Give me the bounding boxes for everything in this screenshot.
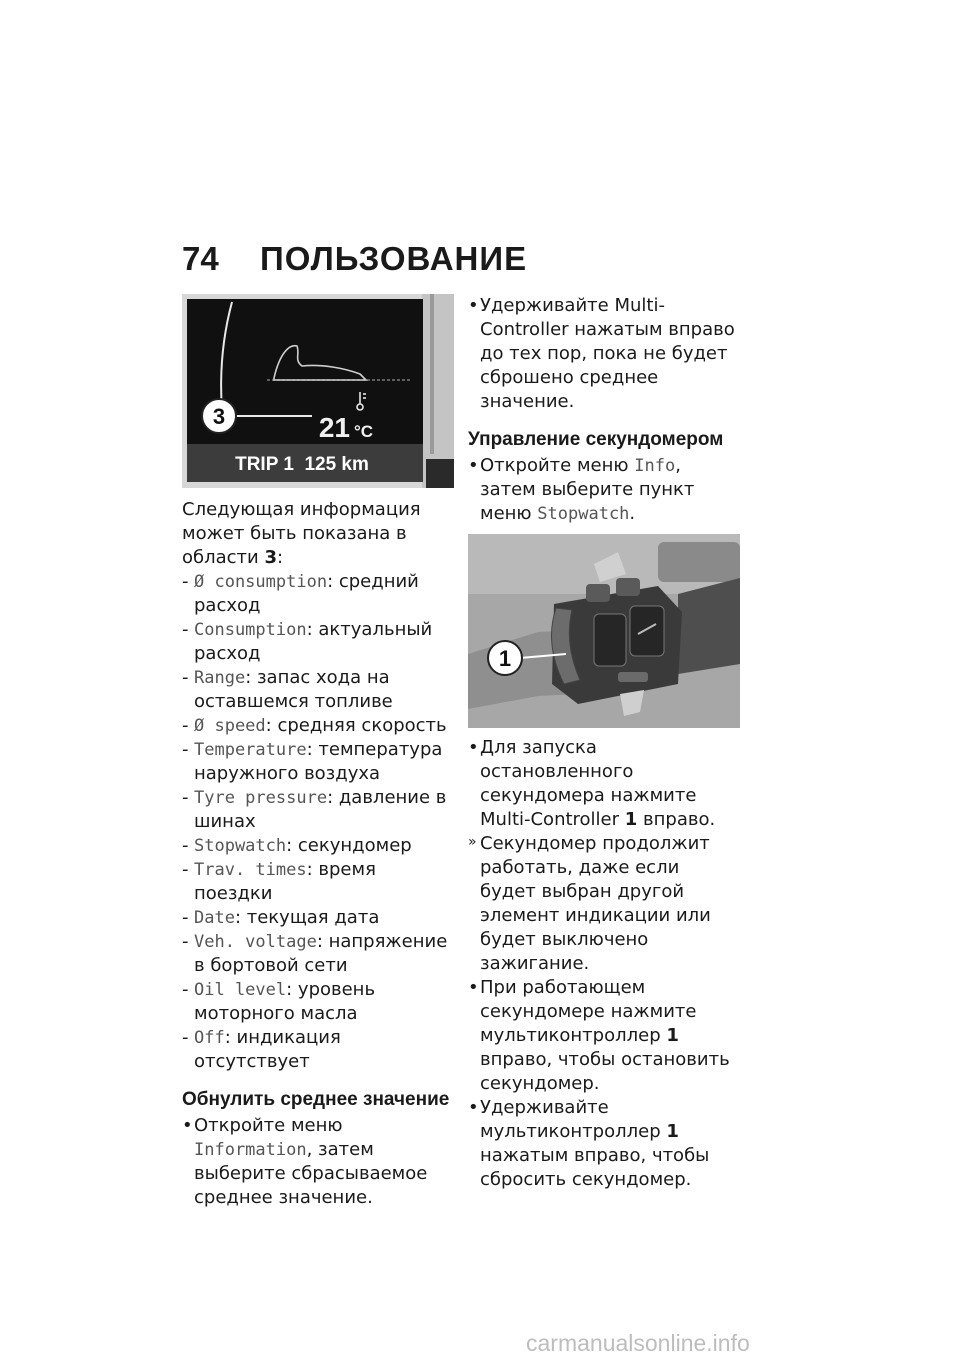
list-item: - Range: запас хода на оставшемся топливе bbox=[182, 666, 454, 714]
page-title: ПОЛЬЗОВАНИЕ bbox=[260, 240, 528, 277]
stopwatch-menu-list bbox=[468, 454, 740, 526]
list-item: - Off: индикация отсутствует bbox=[182, 1026, 454, 1074]
list-item: • Удерживайте мультиконтроллер 1 нажатым вправо, чтобы сбросить секундомер. bbox=[468, 1096, 740, 1192]
reset-steps-list bbox=[182, 1114, 454, 1210]
list-item: - Temperature: температура наружного воздуха bbox=[182, 738, 454, 786]
list-item: - Trav. times: время поездки bbox=[182, 858, 454, 906]
list-item: - Ø consumption: средний расход bbox=[182, 570, 454, 618]
right-column bbox=[468, 294, 740, 1192]
list-item: • Откройте меню Info, затем выберите пункт меню Stopwatch. bbox=[468, 454, 740, 526]
temperature-unit: °C bbox=[354, 422, 374, 441]
section-heading-stopwatch: Управление секундомером bbox=[468, 429, 724, 450]
list-item: - Veh. voltage: напряжение в бортовой сети bbox=[182, 930, 454, 978]
callout-3-label: 3 bbox=[212, 404, 226, 429]
page-header bbox=[182, 240, 527, 284]
left-column bbox=[182, 294, 454, 1210]
list-item: - Date: текущая дата bbox=[182, 906, 454, 930]
page-number: 74 bbox=[182, 240, 219, 277]
intro-paragraph: Следующая информация может быть показана в области 3: bbox=[182, 499, 421, 568]
display-options-list bbox=[182, 570, 454, 1074]
list-item: • Удерживайте Multi-Controller нажатым вправо до тех пор, пока не будет сброшено среднее значение. bbox=[468, 294, 740, 414]
stopwatch-steps-list bbox=[468, 736, 740, 1192]
section-heading-reset-average: Обнулить среднее значение bbox=[182, 1089, 450, 1110]
dashboard-display-figure bbox=[182, 294, 454, 488]
list-item: - Stopwatch: секундомер bbox=[182, 834, 454, 858]
watermark: carmanualsonline.info bbox=[526, 1330, 750, 1356]
temperature-value: 21 bbox=[318, 412, 350, 443]
list-item: - Oil level: уровень моторного масла bbox=[182, 978, 454, 1026]
multi-controller-figure bbox=[468, 534, 740, 728]
list-item: • При работающем секундомере нажмите мультиконтроллер 1 вправо, чтобы остановить секундомер. bbox=[468, 976, 740, 1096]
list-item: » Секундомер продолжит работать, даже если будет выбран другой элемент индикации или будет выключено зажигание. bbox=[468, 832, 740, 976]
list-item: - Tyre pressure: давление в шинах bbox=[182, 786, 454, 834]
list-item: - Ø speed: средняя скорость bbox=[182, 714, 454, 738]
list-item: • Для запуска остановленного секундомера нажмите Multi-Controller 1 вправо. bbox=[468, 736, 740, 832]
list-item: • Откройте меню Information, затем выберите сбрасываемое среднее значение. bbox=[182, 1114, 454, 1210]
reset-hold-list bbox=[468, 294, 740, 414]
callout-1-label: 1 bbox=[498, 646, 512, 671]
list-item: - Consumption: актуальный расход bbox=[182, 618, 454, 666]
trip-readout: TRIP 1 125 km bbox=[235, 454, 369, 475]
